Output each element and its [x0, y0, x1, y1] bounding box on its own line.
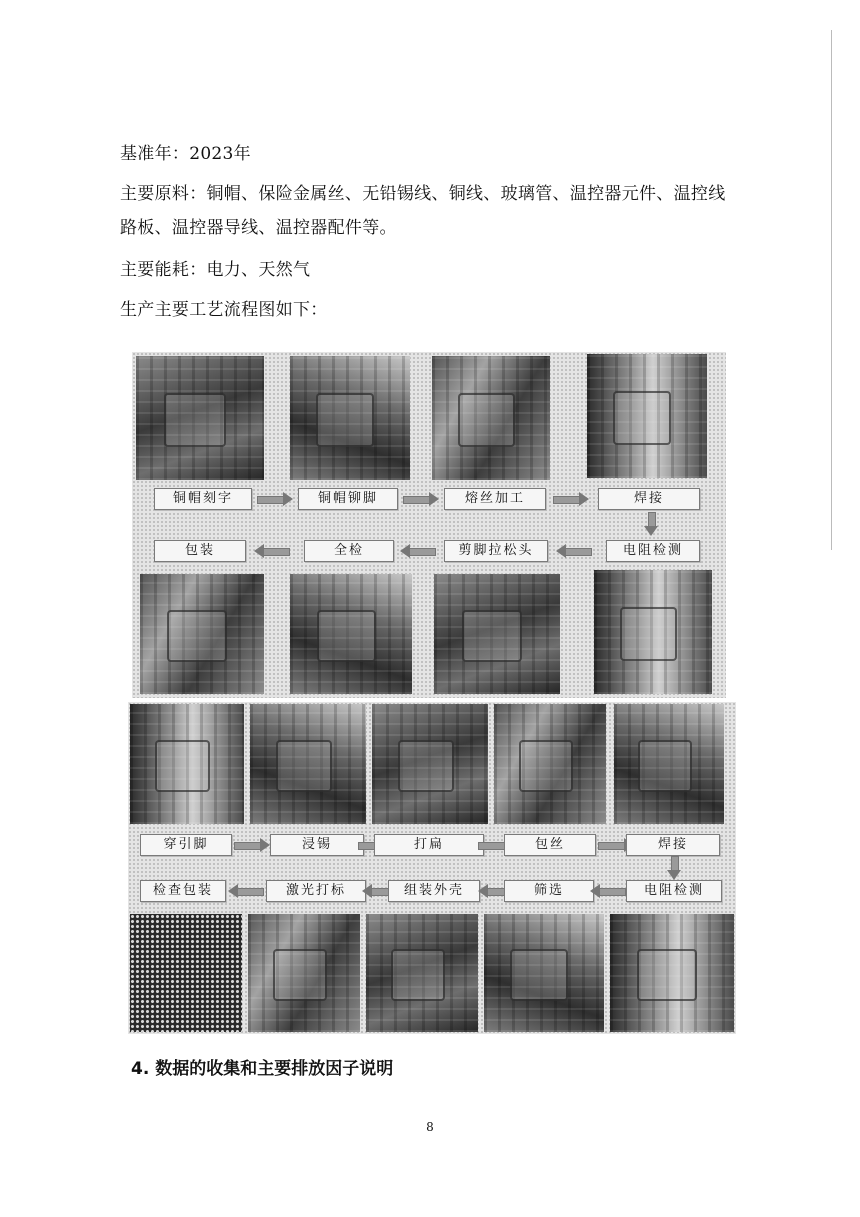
process-photo — [248, 914, 360, 1032]
arrow-right-icon — [553, 493, 589, 505]
flow-step: 穿引脚 — [140, 834, 232, 856]
arrow-right-icon — [257, 493, 293, 505]
process-photo — [614, 704, 724, 824]
process-photo — [250, 704, 366, 824]
process-photo — [366, 914, 478, 1032]
flow-step: 组装外壳 — [388, 880, 480, 902]
energy-text: 主要能耗：电力、天然气 — [120, 260, 311, 280]
flow-step: 包丝 — [504, 834, 596, 856]
materials-text-line2: 路板、温控器导线、温控器配件等。 — [120, 218, 397, 238]
flow-step: 铜帽铆脚 — [298, 488, 398, 510]
flow-step: 剪脚拉松头 — [444, 540, 548, 562]
process-photo — [290, 356, 410, 480]
flow-step: 检查包装 — [140, 880, 226, 902]
process-photo — [610, 914, 734, 1032]
arrow-left-icon — [400, 545, 436, 557]
process-photo — [594, 570, 712, 694]
arrow-down-icon — [645, 512, 657, 536]
arrow-left-icon — [590, 885, 626, 897]
page-number: 8 — [426, 1120, 434, 1134]
materials-text-line1: 主要原料：铜帽、保险金属丝、无铅锡线、铜线、玻璃管、温控器元件、温控线 — [120, 184, 726, 204]
process-flow-figure-1 — [132, 352, 726, 698]
arrow-down-icon — [668, 856, 680, 880]
process-photo — [432, 356, 550, 480]
flow-step: 筛选 — [504, 880, 594, 902]
flow-step: 打扁 — [374, 834, 484, 856]
flow-step: 铜帽刻字 — [154, 488, 252, 510]
arrow-left-icon — [254, 545, 290, 557]
process-photo — [484, 914, 604, 1032]
process-photo — [587, 354, 707, 478]
process-photo — [136, 356, 264, 480]
process-photo — [290, 574, 412, 694]
flow-step: 熔丝加工 — [444, 488, 546, 510]
process-photo — [434, 574, 560, 694]
arrow-right-icon — [403, 493, 439, 505]
process-photo — [372, 704, 488, 824]
process-photo — [494, 704, 606, 824]
flow-step: 电阻检测 — [626, 880, 722, 902]
flow-step: 焊接 — [626, 834, 720, 856]
base-year-text: 基准年：2023年 — [120, 144, 251, 164]
page-edge-line — [831, 30, 832, 550]
flow-step: 浸锡 — [270, 834, 364, 856]
flow-step: 电阻检测 — [606, 540, 700, 562]
process-photo — [130, 914, 242, 1032]
process-flow-figure-2 — [128, 702, 736, 1034]
process-photo — [140, 574, 264, 694]
flow-step: 焊接 — [598, 488, 700, 510]
process-photo — [130, 704, 244, 824]
flow-step: 包装 — [154, 540, 246, 562]
arrow-left-icon — [228, 885, 264, 897]
flow-intro-text: 生产主要工艺流程图如下： — [120, 300, 328, 320]
arrow-right-icon — [234, 839, 270, 851]
arrow-left-icon — [556, 545, 592, 557]
section-heading: 4. 数据的收集和主要排放因子说明 — [131, 1059, 394, 1079]
flow-step: 激光打标 — [266, 880, 366, 902]
flow-step: 全检 — [304, 540, 394, 562]
